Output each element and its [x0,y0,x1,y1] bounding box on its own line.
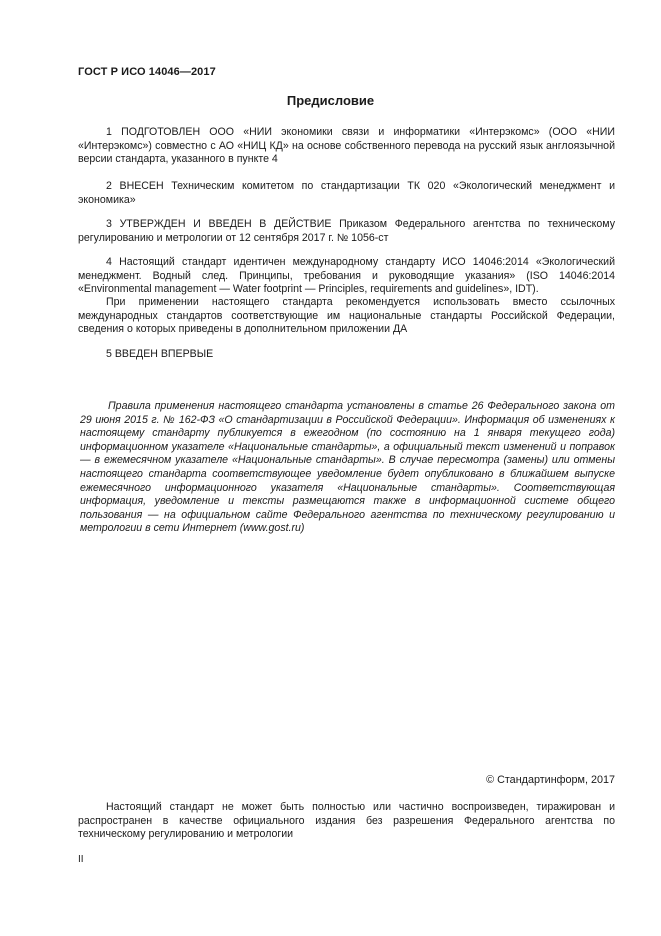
section-1: 1 ПОДГОТОВЛЕН ООО «НИИ экономики связи и информатики «Интерэкомс» (ООО «НИИ «Интерэкомс») совместно с АО «НИЦ КД» на основе собственного перевода на русский язык англоязычной версии стандарта, указанного в пункте 4 [78,126,615,166]
page-title: Предисловие [286,93,375,108]
reproduction-notice: Настоящий стандарт не может быть полностью или частично воспроизведен, тиражирован и распространен в качестве официального издания без разрешения Федерального агентства по техническому регулированию и метрологии [78,801,615,841]
section-3: 3 УТВЕРЖДЕН И ВВЕДЕН В ДЕЙСТВИЕ Приказом Федерального агентства по техническому регулированию и метрологии от 12 сентября 2017 г. № 1056-ст [78,218,615,244]
page-header: ГОСТ Р ИСО 14046—2017 [78,66,216,78]
page-number: II [78,854,84,865]
copyright: © Стандартинформ, 2017 [486,774,615,786]
section-4-main: 4 Настоящий стандарт идентичен международному стандарту ИСО 14046:2014 «Экологический менеджмент. Водный след. Принципы, требования и руководящие указания» (ISO 14046:2014 «Environmental management — Water footprint — Principles, requirements and guidelines», IDT). [78,256,615,296]
section-2: 2 ВНЕСЕН Техническим комитетом по стандартизации ТК 020 «Экологический менеджмент и экономика» [78,180,615,206]
rules-notice: Правила применения настоящего стандарта установлены в статье 26 Федерального закона от 29 июня 2015 г. № 162-ФЗ «О стандартизации в Российской Федерации». Информация об изменениях к настоящему стандарту публикуется в ежегодном (по состоянию на 1 января текущего года) информационном указателе «Национальные стандарты», а официальный текст изменений и поправок — в ежемесячном указателе «Национальные стандарты». В случае пересмотра (замены) или отмены настоящего стандарта соответствующее уведомление будет опубликовано в ближайшем выпуске ежемесячного информационного указателя «Национальные стандарты». Соответствующая информация, уведомление и тексты размещаются также в информационной системе общего пользования — на официальном сайте Федерального агентства по техническому регулированию и метрологии в сети Интернет (www.gost.ru) [80,400,615,535]
section-4-note: При применении настоящего стандарта рекомендуется использовать вместо ссылочных международных стандартов соответствующие им национальные стандарты Российской Федерации, сведения о которых приведены в дополнительном приложении ДА [78,296,615,336]
section-5: 5 ВВЕДЕН ВПЕРВЫЕ [106,348,214,360]
